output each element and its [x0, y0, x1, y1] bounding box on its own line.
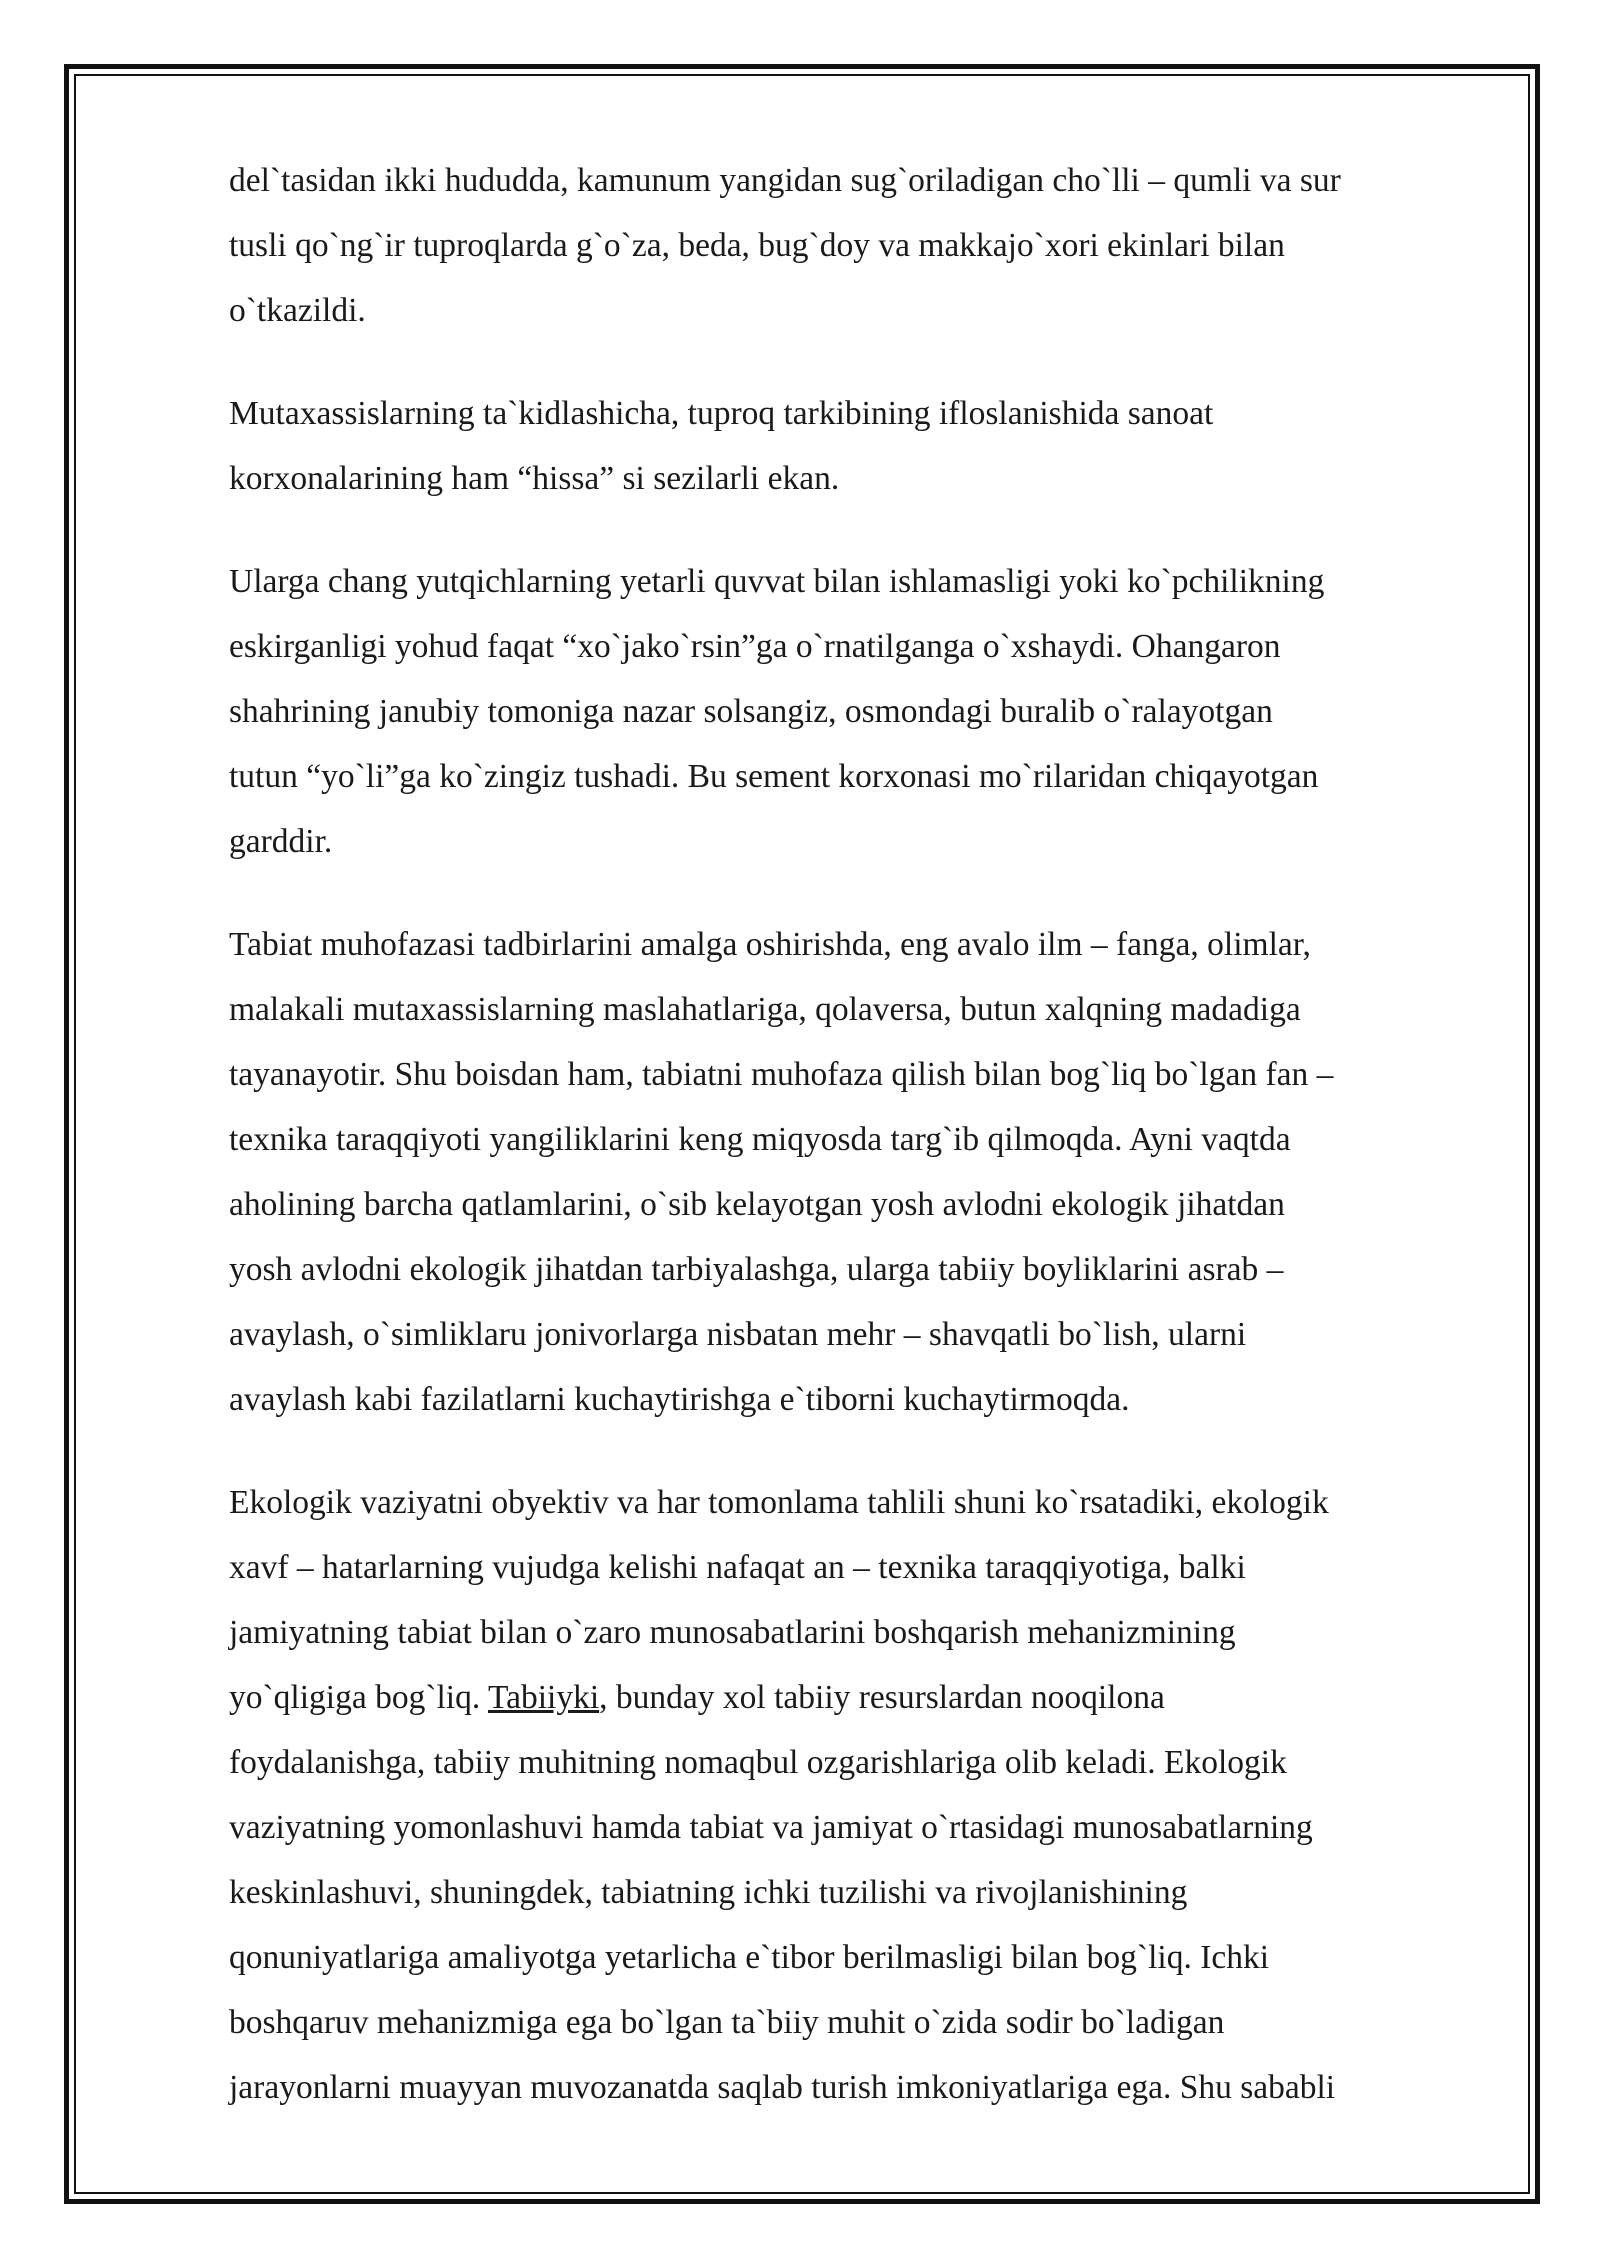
text-line: xavf – hatarlarning vujudga kelishi nafaqat an – texnika taraqqiyotiga, balki — [229, 1549, 1246, 1586]
text-line: o`tkazildi. — [229, 292, 366, 329]
tabiiyki-link[interactable]: Tabiiyki — [488, 1679, 600, 1716]
text-line: avaylash kabi fazilatlarni kuchaytirishga e`tiborni kuchaytirmoqda. — [229, 1381, 1130, 1418]
text-line: yosh avlodni ekologik jihatdan tarbiyalashga, ularga tabiiy boyliklarini asrab – — [229, 1251, 1284, 1288]
text-line: Ularga chang yutqichlarning yetarli quvvat bilan ishlamasligi yoki ko`pchilikning — [229, 563, 1325, 600]
text-line: texnika taraqqiyoti yangiliklarini keng miqyosda targ`ib qilmoqda. Ayni vaqtda — [229, 1121, 1291, 1158]
text-line: malakali mutaxassislarning maslahatlariga, qolaversa, butun xalqning madadiga — [229, 991, 1301, 1028]
text-line: qonuniyatlariga amaliyotga yetarlicha e`tibor berilmasligi bilan bog`liq. Ichki — [229, 1939, 1270, 1976]
text-line: avaylash, o`simliklaru jonivorlarga nisbatan mehr – shavqatli bo`lish, ularni — [229, 1316, 1247, 1353]
text-line: Tabiat muhofazasi tadbirlarini amalga oshirishda, eng avalo ilm – fanga, olimlar, — [229, 926, 1311, 963]
text-line: foydalanishga, tabiiy muhitning nomaqbul ozgarishlariga olib keladi. Ekologik — [229, 1744, 1287, 1781]
text-line: jarayonlarni muayyan muvozanatda saqlab turish imkoniyatlariga ega. Shu sababli — [229, 2069, 1336, 2106]
text-fragment: yo`qligiga bog`liq. — [229, 1679, 488, 1716]
text-line: aholining barcha qatlamlarini, o`sib kelayotgan yosh avlodni ekologik jihatdan — [229, 1186, 1285, 1223]
text-line: Mutaxassislarning ta`kidlashicha, tuproq tarkibining ifloslanishida sanoat — [229, 395, 1214, 432]
text-line-with-link — [229, 1665, 1489, 1730]
text-line: shahrining janubiy tomoniga nazar solsangiz, osmondagi buralib o`ralayotgan — [229, 693, 1273, 730]
paragraph-1 — [229, 148, 1489, 343]
text-line: korxonalarining ham “hissa” si sezilarli ekan. — [229, 460, 840, 497]
text-line: Ekologik vaziyatni obyektiv va har tomonlama tahlili shuni ko`rsatadiki, ekologik — [229, 1484, 1329, 1521]
text-line: tusli qo`ng`ir tuproqlarda g`o`za, beda, bug`doy va makkajo`xori ekinlari bilan — [229, 227, 1285, 264]
text-line: vaziyatning yomonlashuvi hamda tabiat va jamiyat o`rtasidagi munosabatlarning — [229, 1809, 1313, 1846]
text-line: eskirganligi yohud faqat “xo`jako`rsin”ga o`rnatilganga o`xshaydi. Ohangaron — [229, 628, 1281, 665]
paragraph-4 — [229, 912, 1489, 1432]
text-line: boshqaruv mehanizmiga ega bo`lgan ta`biiy muhit o`zida sodir bo`ladigan — [229, 2004, 1225, 2041]
paragraph-2 — [229, 381, 1489, 511]
text-line: garddir. — [229, 823, 333, 860]
paragraph-3 — [229, 549, 1489, 874]
text-line: del`tasidan ikki hududda, kamunum yangidan sug`oriladigan cho`lli – qumli va sur — [229, 162, 1341, 199]
text-fragment: , bunday xol tabiiy resurslardan nooqilona — [599, 1679, 1165, 1716]
text-line: tutun “yo`li”ga ko`zingiz tushadi. Bu sement korxonasi mo`rilaridan chiqayotgan — [229, 758, 1319, 795]
text-line: jamiyatning tabiat bilan o`zaro munosabatlarini boshqarish mehanizmining — [229, 1614, 1236, 1651]
text-line: tayanayotir. Shu boisdan ham, tabiatni muhofaza qilish bilan bog`liq bo`lgan fan – — [229, 1056, 1334, 1093]
paragraph-5 — [229, 1470, 1489, 2120]
document-body — [229, 148, 1489, 2158]
text-line: keskinlashuvi, shuningdek, tabiatning ichki tuzilishi va rivojlanishining — [229, 1874, 1188, 1911]
